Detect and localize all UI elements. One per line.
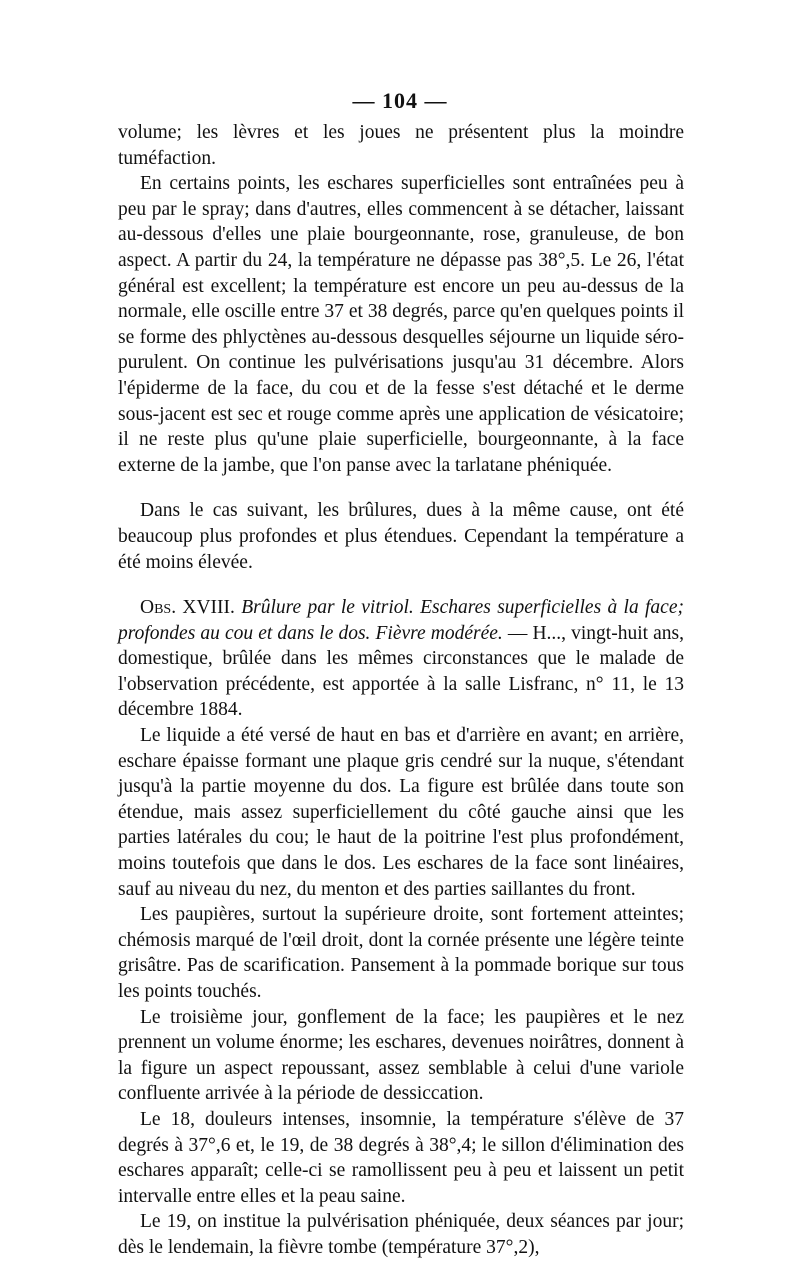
paragraph-paupieres: Les paupières, surtout la supérieure droite, sont fortement atteintes; chémosis marqué de l'œil droit, dont la cornée présente une légère teinte grisâtre. Pas de scarification. Pansement à la pommade borique sur tous les points touchés.: [118, 904, 684, 1002]
paragraph-le-19: Le 19, on institue la pulvérisation phéniquée, deux séances par jour; dès le lendemain, la fièvre tombe (température 37°,2),: [118, 1211, 684, 1258]
observation-intro: — H..., vingt-huit ans, domestique, brûlée dans les mêmes circonstances que le malade de l'observation précédente, est apportée à la salle Lisfranc, n° 11, le 13 décembre 1884.: [118, 622, 684, 721]
paragraph-transition: Dans le cas suivant, les brûlures, dues à la même cause, ont été beaucoup plus profondes et plus étendues. Cependant la température a été moins élevée.: [118, 500, 684, 573]
page-number: — 104 —: [352, 88, 448, 113]
paragraph-eschares: En certains points, les eschares superficielles sont entraînées peu à peu par le spray; dans d'autres, elles commencent à se détacher, laissant au-dessous d'elles une plaie bourgeonnante, rose, granuleuse, de bon aspect. A partir du 24, la température ne dépasse pas 38°,5. Le 26, l'état général est excellent; la température est encore un peu au-dessus de la normale, elle oscille entre 37 et 38 degrés, parce qu'en quelques points il se forme des phlyctènes au-dessous desquelles séjourne un liquide séro-purulent. On continue les pulvérisations jusqu'au 31 décembre. Alors l'épiderme de la face, du cou et de la fesse s'est détaché et le derme sous-jacent est sec et rouge comme après une application de vésicatoire; il ne reste plus qu'une plaie superficielle, bourgeonnante, à la face externe de la jambe, que l'on panse avec la tarlatane phéniquée.: [118, 173, 684, 476]
observation-heading: [118, 595, 684, 723]
paragraph-liquide: Le liquide a été versé de haut en bas et d'arrière en avant; en arrière, eschare épaisse formant une plaque gris cendré sur la nuque, s'étendant jusqu'à la partie moyenne du dos. La figure est brûlée dans toute son étendue, mais assez superficiellement du côté gauche ainsi que les parties latérales du cou; le haut de la poitrine l'est plus profondément, moins toutefois que dans le dos. Les eschares de la face sont linéaires, sauf au niveau du nez, du menton et des parties saillantes du front.: [118, 725, 684, 900]
paragraph-le-18: Le 18, douleurs intenses, insomnie, la température s'élève de 37 degrés à 37°,6 et, le 19, de 38 degrés à 38°,4; le sillon d'élimination des eschares apparaît; celle-ci se ramollissent peu à peu et laissent un petit intervalle entre elles et la peau saine.: [118, 1108, 684, 1207]
observation-number: Obs. XVIII.: [140, 597, 235, 619]
paragraph-continuation: volume; les lèvres et les joues ne présentent plus la moindre tuméfaction.: [118, 122, 684, 169]
observation-title: Brûlure par le vitriol. Eschares superficielles à la face; profondes au cou et dans le dos. Fièvre modérée.: [118, 597, 684, 644]
page-body: [118, 120, 684, 1261]
paragraph-troisieme-jour: Le troisième jour, gonflement de la face; les paupières et le nez prennent un volume énorme; les eschares, devenues noirâtres, donnent à la figure un aspect repoussant, assez semblable à celui d'une variole confluente arrivée à la période de dessiccation.: [118, 1006, 684, 1105]
